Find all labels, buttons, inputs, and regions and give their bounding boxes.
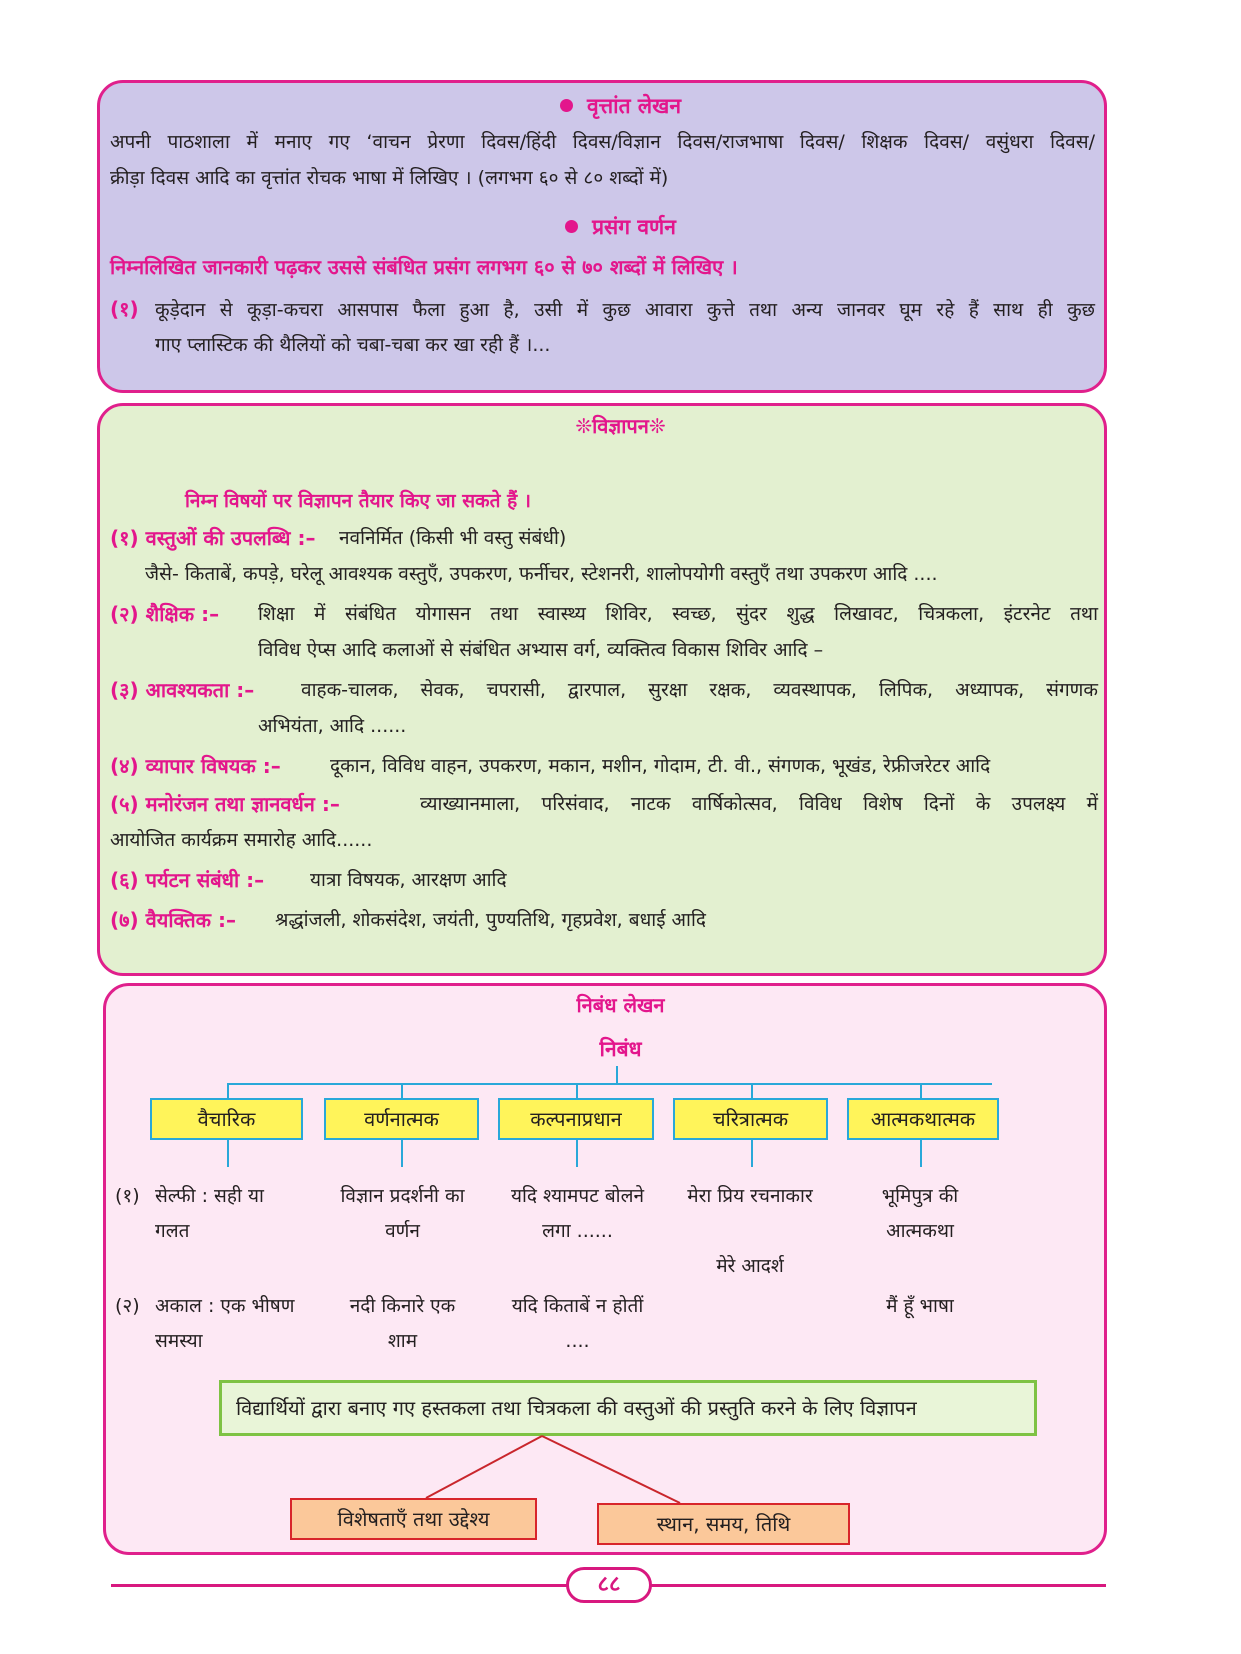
topic-text: जैसे- किताबें, कपड़े, घरेलू आवश्यक वस्तुएँ, उपकरण, फर्नीचर, स्टेशनरी, शालोपयोगी वस्तुएँ तथा उपकरण आदि .... [145,563,938,585]
section-title-vrittant: वृत्तांत लेखन [0,92,1241,120]
topic-text: व्याख्यानमाला, परिसंवाद, नाटक वार्षिकोत्सव, विविध विशेष दिनों के उपलक्ष्य में [420,793,1098,815]
topic-text: दूकान, विविध वाहन, उपकरण, मकान, मशीन, गोदाम, टी. वी., संगणक, भूखंड, रेफ्रीजरेटर आदि [330,755,991,777]
essay-topic: विज्ञान प्रदर्शनी का वर्णन [340,1185,465,1242]
essay-topic: यदि किताबें न होतीं .... [511,1295,644,1352]
row-number: (१) [115,1185,140,1207]
essay-topic: भूमिपुत्र की आत्मकथा [881,1185,959,1242]
essay-topic: सेल्फी : सही या गलत [155,1185,264,1242]
topic-label-availability: (१) वस्तुओं की उपलब्धि :– [110,526,316,550]
topic-label-business: (४) व्यापार विषयक :– [110,754,281,778]
topic-text: वाहक-चालक, सेवक, चपरासी, द्वारपाल, सुरक्षा रक्षक, व्यवस्थापक, लिपिक, अध्यापक, संगणक [301,679,1098,701]
topic-text: यात्रा विषयक, आरक्षण आदि [310,869,507,891]
topic-label-educational: (२) शैक्षिक :– [110,602,220,626]
topic-label-requirement: (३) आवश्यकता :– [110,678,255,702]
topic-text: शिक्षा में संबंधित योगासन तथा स्वास्थ्य शिविर, स्वच्छ, सुंदर शुद्ध लिखावट, चित्रकला, इंटरनेट तथा [258,603,1098,625]
row-number: (२) [115,1295,140,1317]
prasang-instruction: निम्नलिखित जानकारी पढ़कर उससे संबंधित प्रसंग लगभग ६० से ७० शब्दों में लिखिए । [110,255,738,279]
essay-topic: अकाल : एक भीषण समस्या [155,1295,295,1352]
advertisement-topic-box: विद्यार्थियों द्वारा बनाए गए हस्तकला तथा चित्रकला की वस्तुओं की प्रस्तुति करने के लिए विज्ञापन [219,1380,1037,1436]
essay-topic: यदि श्यामपट बोलने लगा ...... [510,1185,645,1242]
category-box-vaicharik: वैचारिक [150,1098,303,1140]
item-line: गाए प्लास्टिक की थैलियों को चबा-चबा कर खा रही हैं ।... [155,334,551,356]
topic-label-tourism: (६) पर्यटन संबंधी :– [110,868,265,892]
item-number: (१) [110,297,139,321]
essay-topic: मैं हूँ भाषा [886,1295,954,1317]
topic-text: आयोजित कार्यक्रम समारोह आदि...... [110,829,373,851]
topic-text: अभियंता, आदि ...... [258,715,407,737]
topic-text: नवनिर्मित (किसी भी वस्तु संबंधी) [339,527,567,549]
topic-text: विविध ऐप्स आदि कलाओं से संबंधित अभ्यास वर्ग, व्यक्तित्व विकास शिविर आदि – [258,639,824,661]
topic-label-entertainment: (५) मनोरंजन तथा ज्ञानवर्धन :– [110,792,340,816]
diagram-root: निबंध [599,1037,642,1061]
category-box-charitratmak: चरित्रात्मक [673,1098,828,1140]
section-title-nibandh: निबंध लेखन [576,993,665,1017]
sub-box-features: विशेषताएँ तथा उद्देश्य [290,1498,537,1540]
essay-topic: नदी किनारे एक शाम [349,1295,456,1352]
topic-label-personal: (७) वैयक्तिक :– [110,908,236,932]
essay-topic: मेरा प्रिय रचनाकार [687,1185,813,1207]
category-box-atmakathatmak: आत्मकथात्मक [847,1098,999,1140]
vigyapan-intro: निम्न विषयों पर विज्ञापन तैयार किए जा सकते हैं । [185,490,531,512]
topic-text: श्रद्धांजली, शोकसंदेश, जयंती, पुण्यतिथि, गृहप्रवेश, बधाई आदि [275,909,706,931]
essay-topic: मेरे आदर्श [716,1255,784,1277]
category-box-varnanatmak: वर्णनात्मक [324,1098,479,1140]
item-line: कूड़ेदान से कूड़ा-कचरा आसपास फैला हुआ है, उसी में कुछ आवारा कुत्ते तथा अन्य जानवर घूम रहे हैं साथ ही कुछ [155,299,1095,321]
section-title-prasang: प्रसंग वर्णन [0,213,1241,241]
sub-box-place-time-date: स्थान, समय, तिथि [597,1503,850,1545]
category-box-kalpanapradhan: कल्पनाप्रधान [498,1098,654,1140]
section-title-vigyapan: ❊विज्ञापन❊ [575,414,666,438]
branch-line [542,1436,680,1503]
page-number: ८८ [566,1567,652,1603]
branch-line [426,1436,542,1498]
paragraph-line: अपनी पाठशाला में मनाए गए ‘वाचन प्रेरणा दिवस/हिंदी दिवस/विज्ञान दिवस/राजभाषा दिवस/ शिक्षक दिवस/ वसुंधरा दिवस/ [110,131,1095,153]
paragraph-line: क्रीड़ा दिवस आदि का वृत्तांत रोचक भाषा में लिखिए । (लगभग ६० से ८० शब्दों में) [110,167,669,189]
